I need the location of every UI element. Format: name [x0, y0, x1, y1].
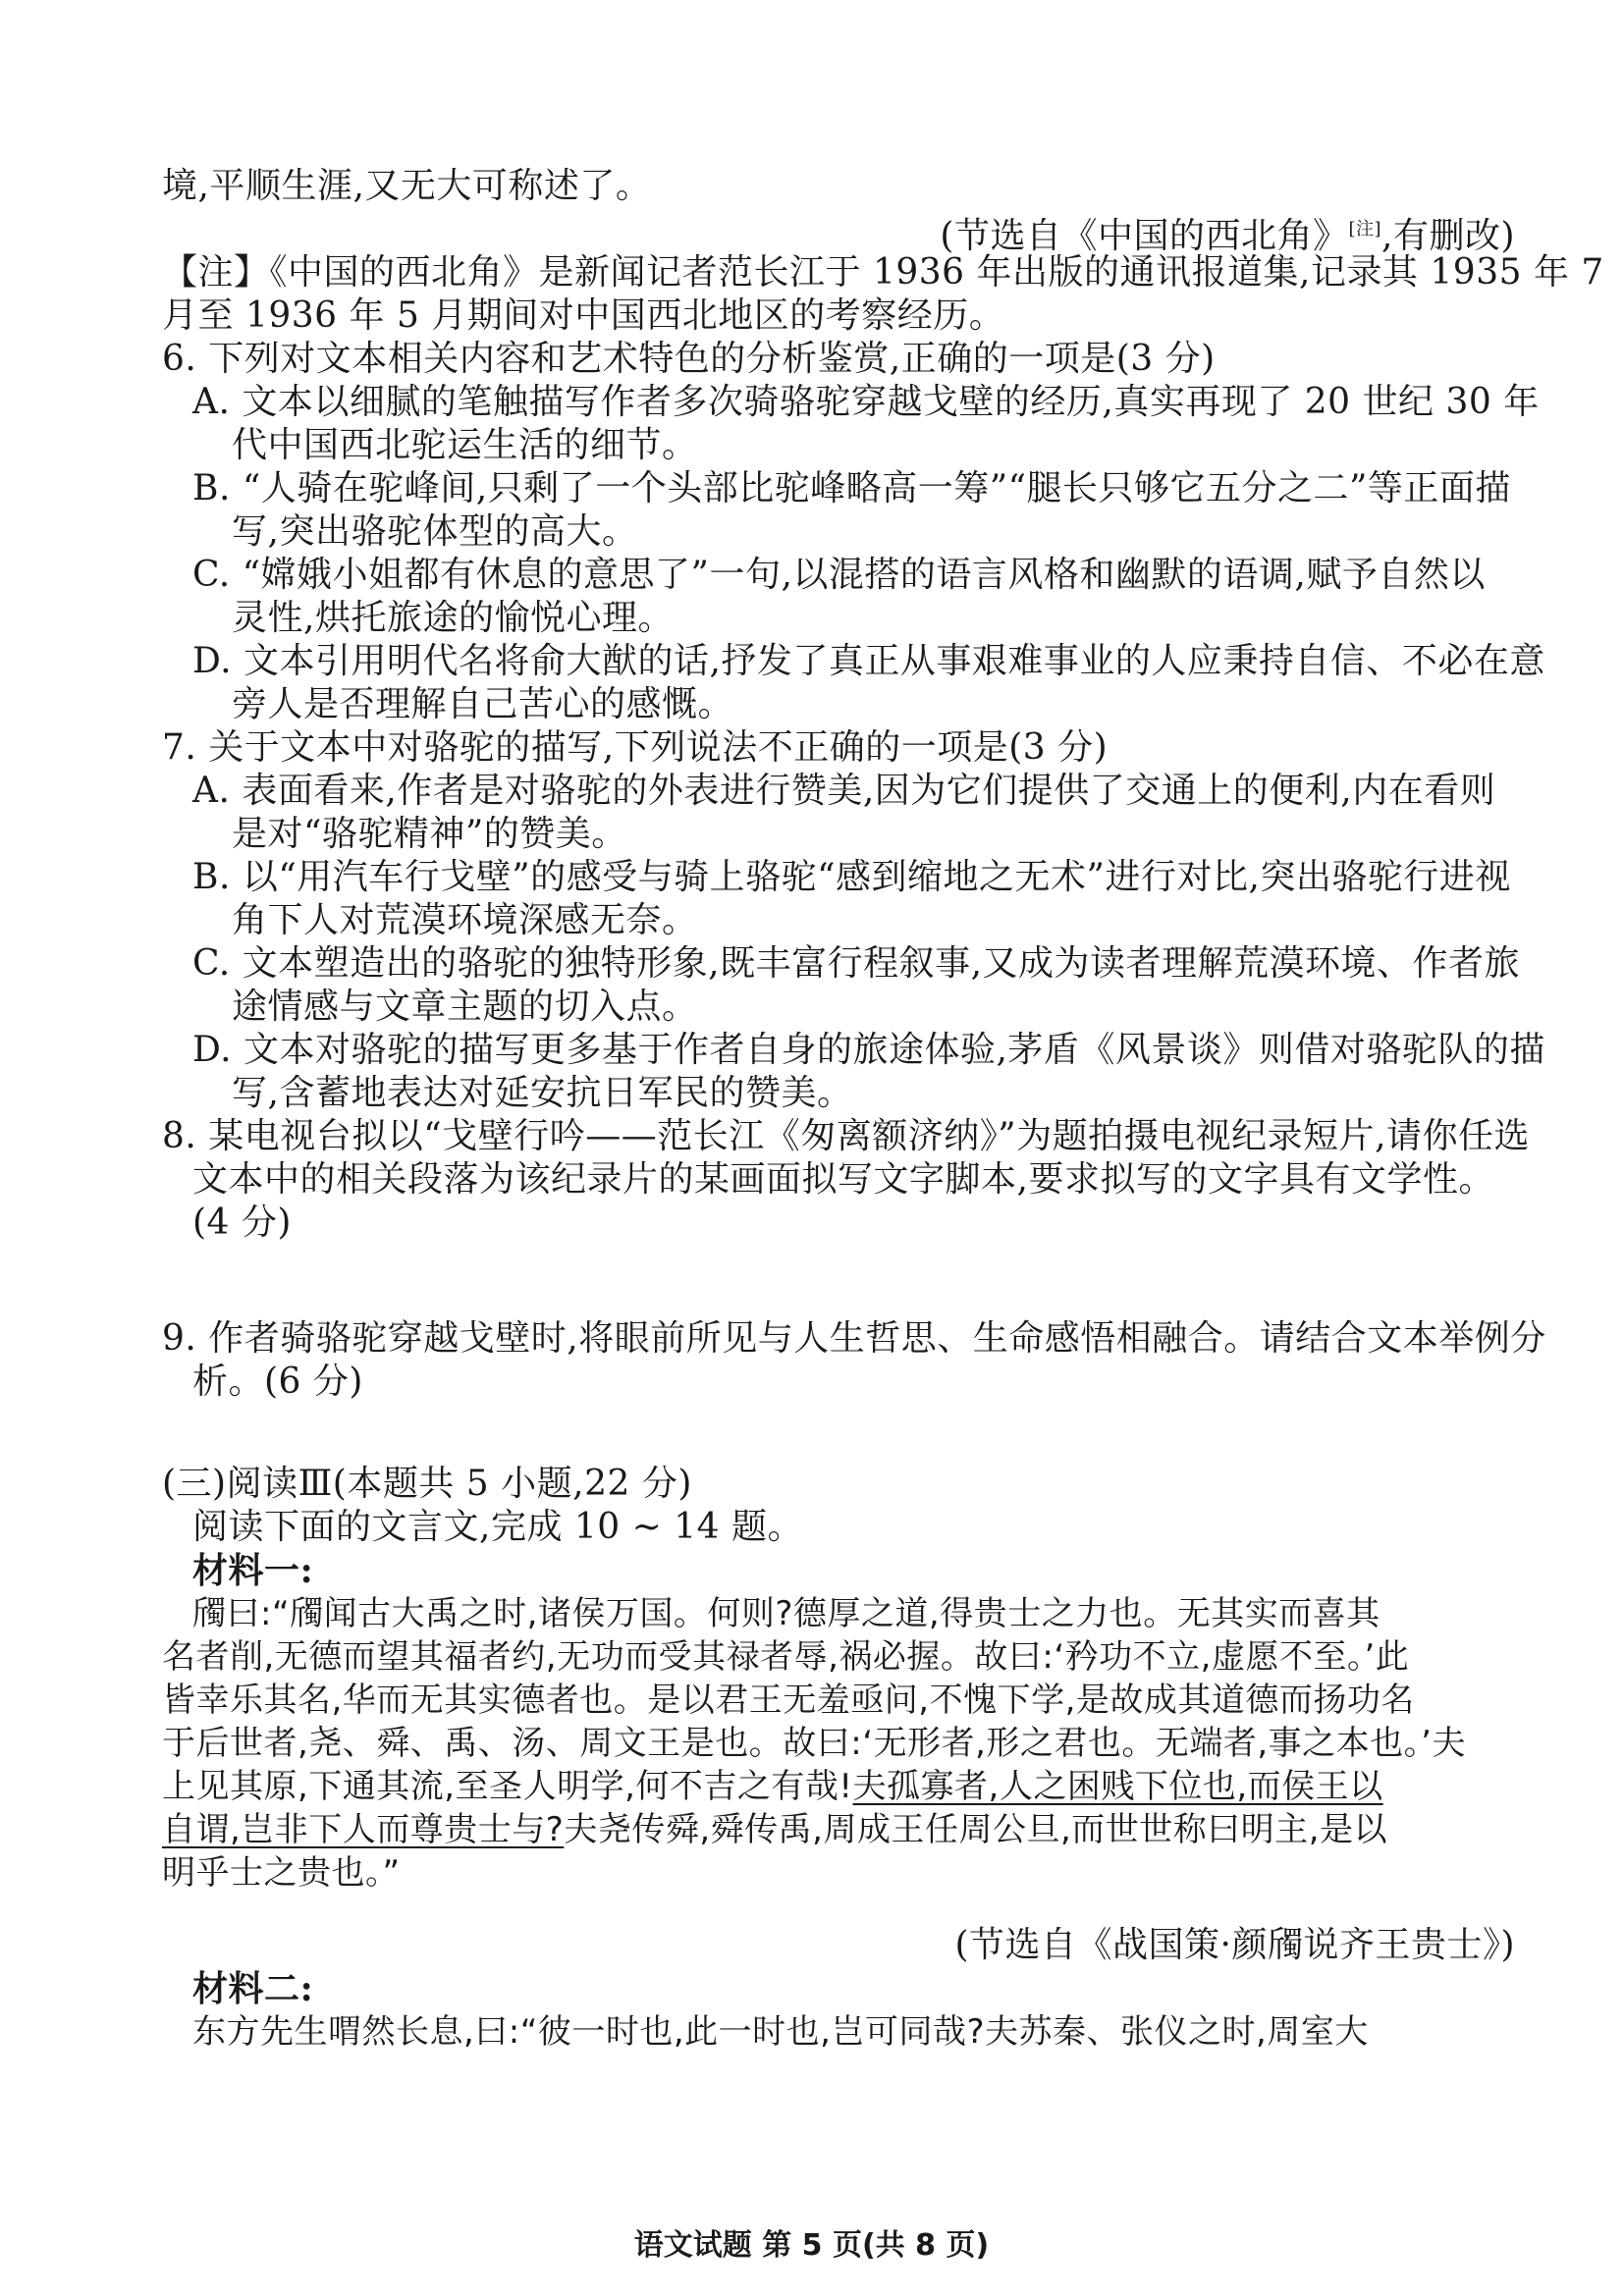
question-9: 9. 作者骑骆驼穿越戈壁时,将眼前所见与人生哲思、生命感悟相融合。请结合文本举例分 [162, 1318, 1546, 1359]
q7-option-a: A. 表面看来,作者是对骆驼的外表进行赞美,因为它们提供了交通上的便利,内在看则 [192, 771, 1496, 811]
material-2-line-1: 东方先生喟然长息,曰:“彼一时也,此一时也,岂可同哉?夫苏秦、张仪之时,周室大 [192, 2012, 1369, 2052]
question-6: 6. 下列对文本相关内容和艺术特色的分析鉴赏,正确的一项是(3 分) [162, 339, 1216, 379]
material-1-source: (节选自《战国策·颜斶说齐王贵士》) [954, 1925, 1515, 1965]
question-8-points: (4 分) [192, 1202, 292, 1243]
material-1-line-1: 斶曰:“斶闻古大禹之时,诸侯万国。何则?德厚之道,得贵士之力也。无其实而喜其 [192, 1594, 1380, 1633]
question-9-cont: 析。(6 分) [192, 1362, 363, 1402]
material-1-label: 材料一: [192, 1550, 314, 1591]
q6-option-b: B. “人骑在驼峰间,只剩了一个头部比驼峰略高一筹”“腿长只够它五分之二”等正面描 [192, 468, 1511, 508]
material-1-line-5: 上见其原,下通其流,至圣人明学,何不吉之有哉!夫孤寡者,人之困贱下位也,而侯王以 [162, 1767, 1383, 1806]
question-8: 8. 某电视台拟以“戈壁行吟——范长江《匆离额济纳》”为题拍摄电视纪录短片,请你任选 [162, 1116, 1531, 1156]
material-2-label: 材料二: [192, 1968, 314, 2009]
q7-option-a-cont: 是对“骆驼精神”的赞美。 [232, 814, 627, 854]
section-3-instruction: 阅读下面的文言文,完成 10 ~ 14 题。 [192, 1507, 803, 1547]
q6-option-a-cont: 代中国西北驼运生活的细节。 [232, 425, 698, 465]
q7-option-c-cont: 途情感与文章主题的切入点。 [232, 987, 698, 1027]
q7-option-c: C. 文本塑造出的骆驼的独特形象,既丰富行程叙事,又成为读者理解荒漠环境、作者旅 [192, 943, 1521, 984]
q7-option-b: B. 以“用汽车行戈壁”的感受与骑上骆驼“感到缩地之无术”进行对比,突出骆驼行进视 [192, 857, 1511, 897]
question-8-cont: 文本中的相关段落为该纪录片的某画面拟写文字脚本,要求拟写的文字具有文学性。 [192, 1159, 1494, 1200]
passage-ending: 境,平顺生涯,又无大可称述了。 [162, 166, 652, 206]
q6-option-c: C. “嫦娥小姐都有休息的意思了”一句,以混搭的语言风格和幽默的语调,赋予自然以 [192, 555, 1486, 595]
q7-option-d-cont: 写,含蓄地表达对延安抗日军民的赞美。 [232, 1073, 853, 1113]
question-7: 7. 关于文本中对骆驼的描写,下列说法不正确的一项是(3 分) [162, 727, 1109, 768]
material-1-line-2: 名者削,无德而望其福者约,无功而受其禄者辱,祸必握。故曰:‘矜功不立,虚愿不至。’此 [162, 1637, 1410, 1677]
q7-option-d: D. 文本对骆驼的描写更多基于作者自身的旅途体验,茅盾《风景谈》则借对骆驼队的描 [192, 1030, 1545, 1070]
section-3-heading: (三)阅读Ⅲ(本题共 5 小题,22 分) [162, 1464, 692, 1504]
note-line-2: 月至 1936 年 5 月期间对中国西北地区的考察经历。 [162, 295, 1005, 336]
material-1-line-6: 自谓,岂非下人而尊贵士与?夫尧传舜,舜传禹,周成王任周公旦,而世世称曰明主,是以 [162, 1810, 1388, 1849]
q6-option-b-cont: 写,突出骆驼体型的高大。 [232, 511, 638, 552]
page-footer: 语文试题 第 5 页(共 8 页) [633, 2228, 990, 2263]
material-1-line-4: 于后世者,尧、舜、禹、汤、周文王是也。故曰:‘无形者,形之君也。无端者,事之本也。’夫 [162, 1724, 1466, 1763]
q6-option-c-cont: 灵性,烘托旅途的愉悦心理。 [232, 598, 674, 638]
underlined-sentence-part-1: 夫孤寡者,人之困贱下位也,而侯王以 [852, 1767, 1383, 1806]
q6-option-a: A. 文本以细腻的笔触描写作者多次骑骆驼穿越戈壁的经历,真实再现了 20 世纪 30 年 [192, 382, 1540, 422]
material-1-line-3: 皆幸乐其名,华而无其实德者也。是以君王无羞亟问,不愧下学,是故成其道德而扬功名 [162, 1681, 1415, 1720]
q7-option-b-cont: 角下人对荒漠环境深感无奈。 [232, 900, 698, 940]
note-line-1: 【注】《中国的西北角》是新闻记者范长江于 1936 年出版的通讯报道集,记录其 1935 年 7 [162, 252, 1604, 293]
material-1-line-7: 明乎士之贵也。” [162, 1853, 401, 1893]
q6-option-d-cont: 旁人是否理解自己苦心的感慨。 [232, 684, 734, 724]
passage-source: (节选自《中国的西北角》[注],有删改) [940, 216, 1515, 256]
underlined-sentence-part-2: 自谓,岂非下人而尊贵士与? [162, 1810, 565, 1849]
q6-option-d: D. 文本引用明代名将俞大猷的话,抒发了真正从事艰难事业的人应秉持自信、不必在意 [192, 641, 1545, 681]
